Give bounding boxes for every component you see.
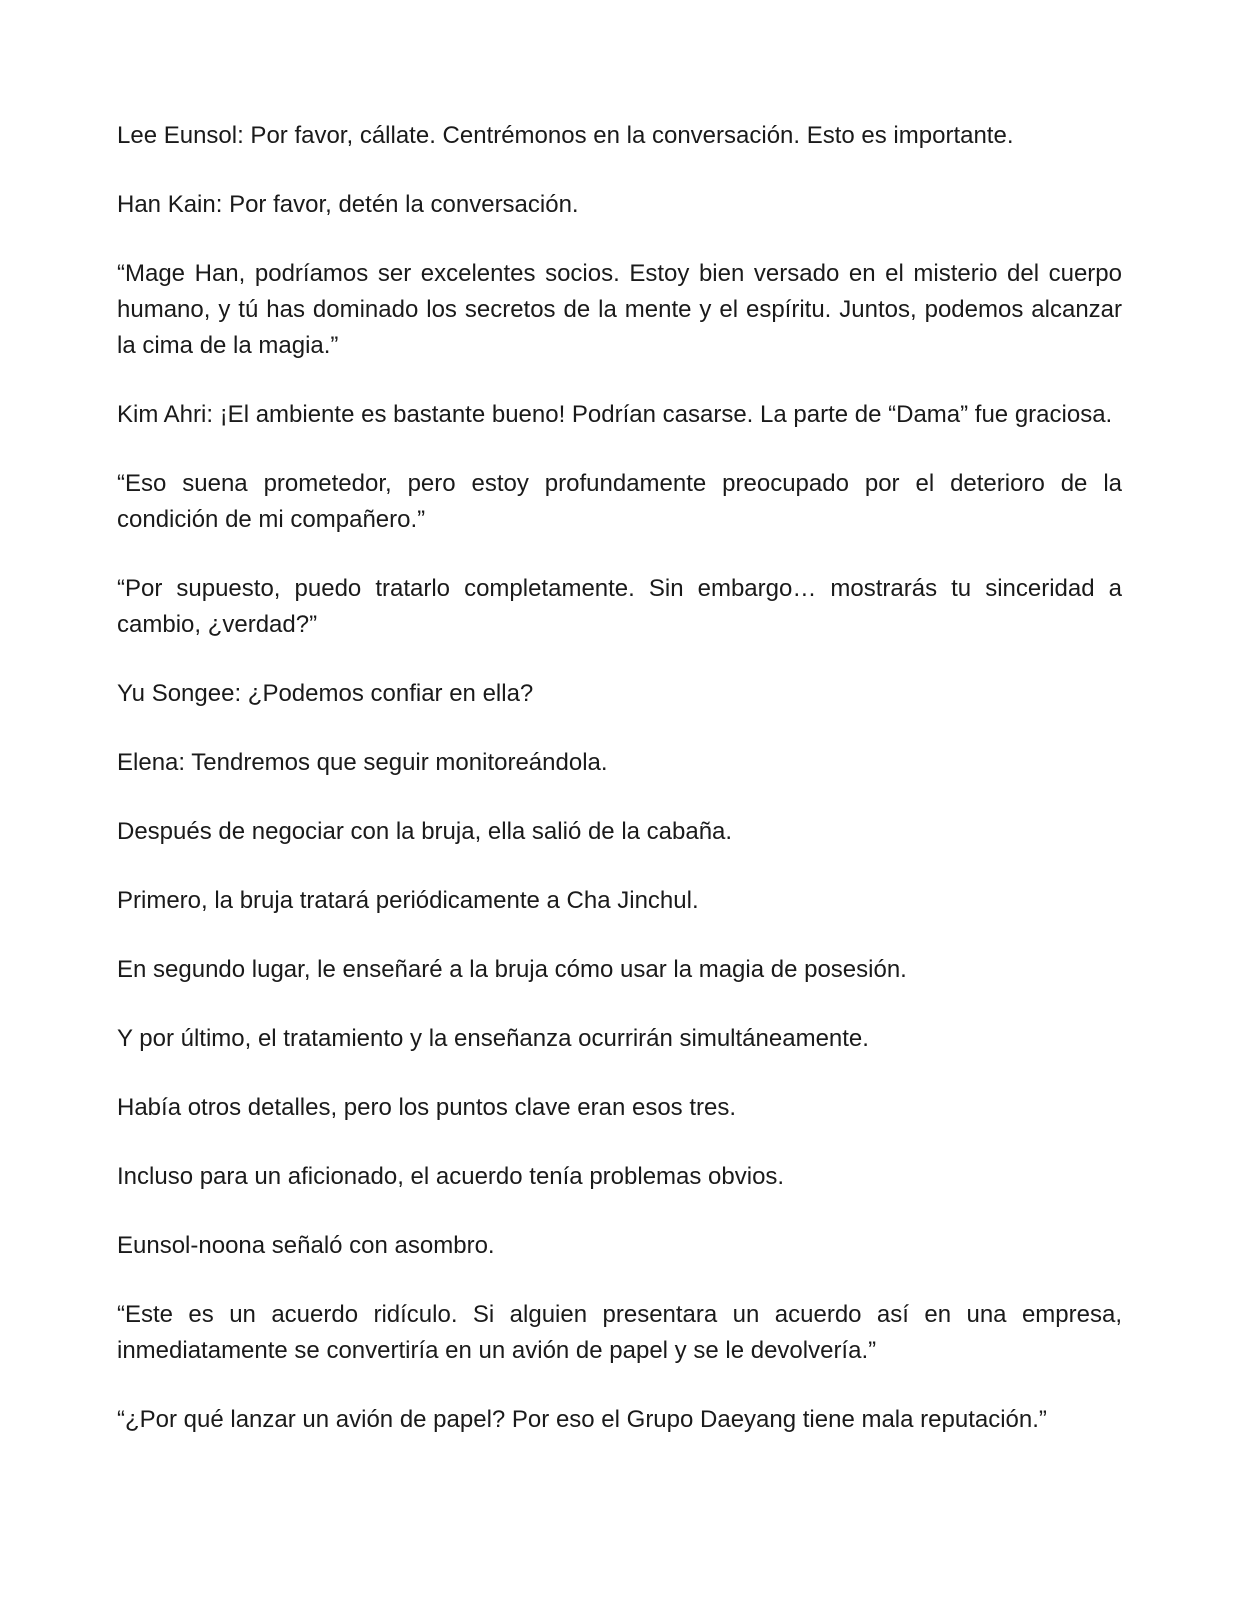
paragraph: Había otros detalles, pero los puntos clave eran esos tres. [117, 1094, 737, 1121]
paragraph: “Eso suena prometedor, pero estoy profundamente preocupado por el deterioro de la condición de mi compañero.” [117, 470, 1122, 533]
paragraph: Y por último, el tratamiento y la enseñanza ocurrirán simultáneamente. [117, 1025, 869, 1052]
paragraph: Yu Songee: ¿Podemos confiar en ella? [117, 680, 534, 707]
paragraph: Lee Eunsol: Por favor, cállate. Centrémonos en la conversación. Esto es importante. [117, 122, 1014, 149]
paragraph: “¿Por qué lanzar un avión de papel? Por eso el Grupo Daeyang tiene mala reputación.” [117, 1406, 1047, 1433]
paragraph: En segundo lugar, le enseñaré a la bruja cómo usar la magia de posesión. [117, 956, 907, 983]
paragraph: “Por supuesto, puedo tratarlo completamente. Sin embargo… mostrarás tu sinceridad a cambio, ¿verdad?” [117, 575, 1122, 638]
paragraph: Elena: Tendremos que seguir monitoreándola. [117, 749, 608, 776]
document-body [117, 118, 1122, 1471]
paragraph: Han Kain: Por favor, detén la conversación. [117, 191, 579, 218]
paragraph: “Mage Han, podríamos ser excelentes socios. Estoy bien versado en el misterio del cuerpo humano, y tú has dominado los secretos de la mente y el espíritu. Juntos, podemos alcanzar la cima de la magia.” [117, 260, 1122, 359]
paragraph: Después de negociar con la bruja, ella salió de la cabaña. [117, 818, 733, 845]
paragraph: “Este es un acuerdo ridículo. Si alguien presentara un acuerdo así en una empresa, inmediatamente se convertiría en un avión de papel y se le devolvería.” [117, 1301, 1122, 1364]
paragraph: Eunsol-noona señaló con asombro. [117, 1232, 495, 1259]
paragraph: Incluso para un aficionado, el acuerdo tenía problemas obvios. [117, 1163, 785, 1190]
paragraph: Primero, la bruja tratará periódicamente a Cha Jinchul. [117, 887, 699, 914]
paragraph: Kim Ahri: ¡El ambiente es bastante bueno! Podrían casarse. La parte de “Dama” fue graciosa. [117, 401, 1113, 428]
